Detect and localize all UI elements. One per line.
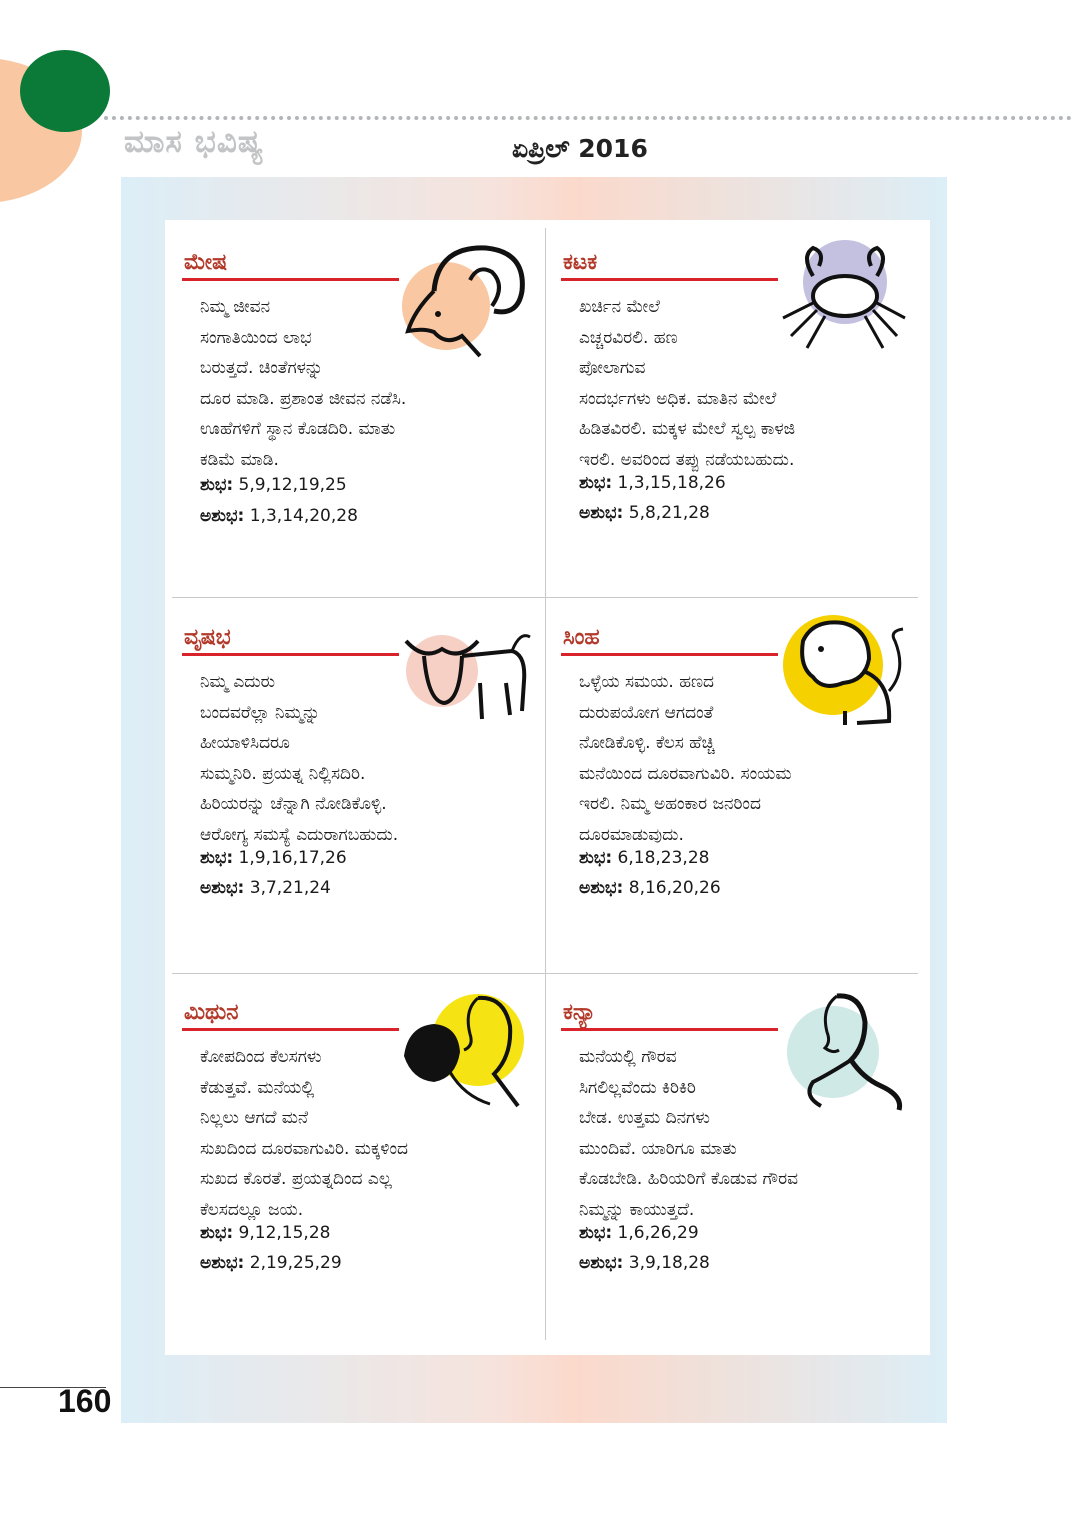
description-line: ಬೇಡ. ಉತ್ತಮ ದಿನಗಳು	[579, 1108, 710, 1128]
description-line: ನಿಮ್ಮ ಎದುರು	[200, 672, 276, 692]
unlucky-values: 2,19,25,29	[249, 1253, 342, 1273]
lucky-values: 1,9,16,17,26	[238, 848, 347, 868]
sign-name: ಸಿಂಹ	[563, 625, 600, 650]
sign-description	[579, 667, 889, 850]
sign-description	[200, 1042, 510, 1225]
column-divider	[545, 228, 546, 1340]
sign-card-mithuna	[168, 978, 538, 1348]
description-line: ಹೀಯಾಳಿಸಿದರೂ	[200, 733, 290, 753]
description-line: ಮನೆಯಲ್ಲಿ ಗೌರವ	[579, 1047, 677, 1067]
unlucky-label: ಅಶುಭ:	[579, 503, 624, 523]
description-line: ದುರುಪಯೋಗ ಆಗದಂತೆ	[579, 702, 714, 723]
lucky-days	[579, 468, 726, 498]
description-line: ಆರೋಗ್ಯ ಸಮಸ್ಯೆ ಎದುರಾಗಬಹುದು.	[200, 824, 399, 845]
page-number: 160	[58, 1383, 112, 1419]
description-line: ಮನೆಯಿಂದ ದೂರವಾಗುವಿರಿ. ಸಂಯಮ	[579, 763, 792, 784]
description-line: ಬರುತ್ತದೆ. ಚಿಂತೆಗಳನ್ನು	[200, 358, 324, 378]
description-line: ಖರ್ಚಿನ ಮೇಲೆ	[579, 297, 660, 317]
lucky-days	[200, 1218, 330, 1248]
unlucky-days	[579, 498, 710, 528]
description-line: ಇರಲಿ. ಅವರಿಂದ ತಪ್ಪು ನಡೆಯಬಹುದು.	[579, 449, 795, 470]
unlucky-label: ಅಶುಭ:	[579, 878, 624, 898]
description-line: ಕಡಿಮೆ ಮಾಡಿ.	[200, 449, 279, 470]
sign-card-vrushabha	[168, 603, 538, 973]
unlucky-days	[200, 501, 358, 531]
lucky-label: ಶುಭ:	[579, 473, 613, 493]
sign-description	[579, 1042, 889, 1225]
unlucky-days	[200, 1248, 342, 1278]
unlucky-label: ಅಶುಭ:	[200, 1253, 245, 1273]
sign-name: ಕನ್ಯಾ	[563, 1000, 596, 1025]
sign-card-mesha	[168, 228, 538, 598]
lucky-values: 1,3,15,18,26	[617, 473, 726, 493]
section-title: ಮಾಸ ಭವಿಷ್ಯ	[124, 124, 265, 160]
title-underline	[182, 653, 399, 656]
description-line: ಸುಖದಿಂದ ದೂರವಾಗುವಿರಿ. ಮಕ್ಕಳಿಂದ	[200, 1138, 409, 1159]
sign-description	[200, 667, 510, 850]
lucky-values: 6,18,23,28	[617, 848, 710, 868]
sign-card-simha	[547, 603, 917, 973]
lucky-values: 5,9,12,19,25	[238, 475, 347, 495]
description-line: ಒಳ್ಳೆಯ ಸಮಯ. ಹಣದ	[579, 672, 715, 692]
lucky-label: ಶುಭ:	[200, 1223, 234, 1243]
unlucky-days	[200, 873, 331, 903]
unlucky-label: ಅಶುಭ:	[200, 506, 245, 526]
lucky-days	[200, 470, 347, 500]
description-line: ಸಂಗಾತಿಯಿಂದ ಲಾಭ	[200, 327, 312, 348]
decorative-green-circle	[20, 50, 110, 132]
description-line: ಕೋಪದಿಂದ ಕೆಲಸಗಳು	[200, 1047, 322, 1067]
lucky-values: 9,12,15,28	[238, 1223, 331, 1243]
sign-card-kataka	[547, 228, 917, 598]
unlucky-values: 8,16,20,26	[628, 878, 721, 898]
description-line: ಇರಲಿ. ನಿಮ್ಮ ಅಹಂಕಾರ ಜನರಿಂದ	[579, 794, 761, 814]
description-line: ಎಚ್ಚರವಿರಲಿ. ಹಣ	[579, 327, 678, 348]
title-underline	[561, 278, 778, 281]
description-line: ಕೊಡಬೇಡಿ. ಹಿರಿಯರಿಗೆ ಕೊಡುವ ಗೌರವ	[579, 1169, 798, 1189]
description-line: ನೋಡಿಕೊಳ್ಳಿ. ಕೆಲಸ ಹೆಚ್ಚಿ	[579, 733, 715, 753]
title-underline	[561, 653, 778, 656]
sign-name: ಮೇಷ	[184, 250, 228, 275]
lucky-label: ಶುಭ:	[200, 848, 234, 868]
description-line: ಸಂದರ್ಭಗಳು ಅಧಿಕ. ಮಾತಿನ ಮೇಲೆ	[579, 388, 777, 409]
sign-name: ಮಿಥುನ	[184, 1000, 239, 1025]
description-line: ನಿಮ್ಮ ಜೀವನ	[200, 297, 271, 317]
lucky-label: ಶುಭ:	[579, 848, 613, 868]
description-line: ದೂರ ಮಾಡಿ. ಪ್ರಶಾಂತ ಜೀವನ ನಡೆಸಿ.	[200, 388, 407, 409]
description-line: ನಿಲ್ಲಲು ಆಗದೆ ಮನೆ	[200, 1108, 309, 1128]
description-line: ಊಹೆಗಳಿಗೆ ಸ್ಥಾನ ಕೊಡದಿರಿ. ಮಾತು	[200, 419, 396, 439]
description-line: ಸುಖದ ಕೊರತೆ. ಪ್ರಯತ್ನದಿಂದ ಎಲ್ಲ	[200, 1169, 392, 1189]
lucky-days	[200, 843, 347, 873]
unlucky-label: ಅಶುಭ:	[200, 878, 245, 898]
lucky-values: 1,6,26,29	[617, 1223, 699, 1243]
description-line: ಹಿರಿಯರನ್ನು ಚೆನ್ನಾಗಿ ನೋಡಿಕೊಳ್ಳಿ.	[200, 794, 387, 814]
description-line: ದೂರಮಾಡುವುದು.	[579, 824, 684, 845]
description-line: ಹಿಡಿತವಿರಲಿ. ಮಕ್ಕಳ ಮೇಲೆ ಸ್ವಲ್ಪ ಕಾಳಜಿ	[579, 419, 796, 439]
dotted-rule	[104, 116, 1072, 120]
unlucky-values: 3,7,21,24	[249, 878, 331, 898]
title-underline	[182, 1028, 399, 1031]
unlucky-values: 5,8,21,28	[628, 503, 710, 523]
lucky-label: ಶುಭ:	[579, 1223, 613, 1243]
description-line: ಮುಂದಿವೆ. ಯಾರಿಗೂ ಮಾತು	[579, 1138, 737, 1159]
sign-name: ವೃಷಭ	[184, 625, 231, 650]
sign-name: ಕಟಕ	[563, 250, 598, 275]
description-line: ಕೆಲಸದಲ್ಲೂ ಜಯ.	[200, 1199, 304, 1220]
description-line: ನಿಮ್ಮನ್ನು ಕಾಯುತ್ತದೆ.	[579, 1199, 695, 1220]
description-line: ಕೆಡುತ್ತವೆ. ಮನೆಯಲ್ಲಿ	[200, 1077, 315, 1098]
sign-description	[579, 292, 889, 475]
lucky-days	[579, 843, 709, 873]
description-line: ಬಂದವರೆಲ್ಲಾ ನಿಮ್ಮನ್ನು	[200, 702, 321, 723]
sign-description	[200, 292, 510, 475]
unlucky-values: 3,9,18,28	[628, 1253, 710, 1273]
lucky-label: ಶುಭ:	[200, 475, 234, 495]
lucky-days	[579, 1218, 699, 1248]
description-line: ಸಿಗಲಿಲ್ಲವೆಂದು ಕಿರಿಕಿರಿ	[579, 1077, 696, 1098]
title-underline	[182, 278, 399, 281]
sign-card-kanya	[547, 978, 917, 1348]
title-underline	[561, 1028, 778, 1031]
month-title: ಏಪ್ರಿಲ್ 2016	[512, 134, 648, 163]
row-divider	[172, 973, 918, 974]
unlucky-days	[579, 873, 721, 903]
description-line: ಸುಮ್ಮನಿರಿ. ಪ್ರಯತ್ನ ನಿಲ್ಲಿಸದಿರಿ.	[200, 763, 366, 784]
unlucky-label: ಅಶುಭ:	[579, 1253, 624, 1273]
description-line: ಪೋಲಾಗುವ	[579, 358, 646, 378]
unlucky-days	[579, 1248, 710, 1278]
unlucky-values: 1,3,14,20,28	[249, 506, 358, 526]
